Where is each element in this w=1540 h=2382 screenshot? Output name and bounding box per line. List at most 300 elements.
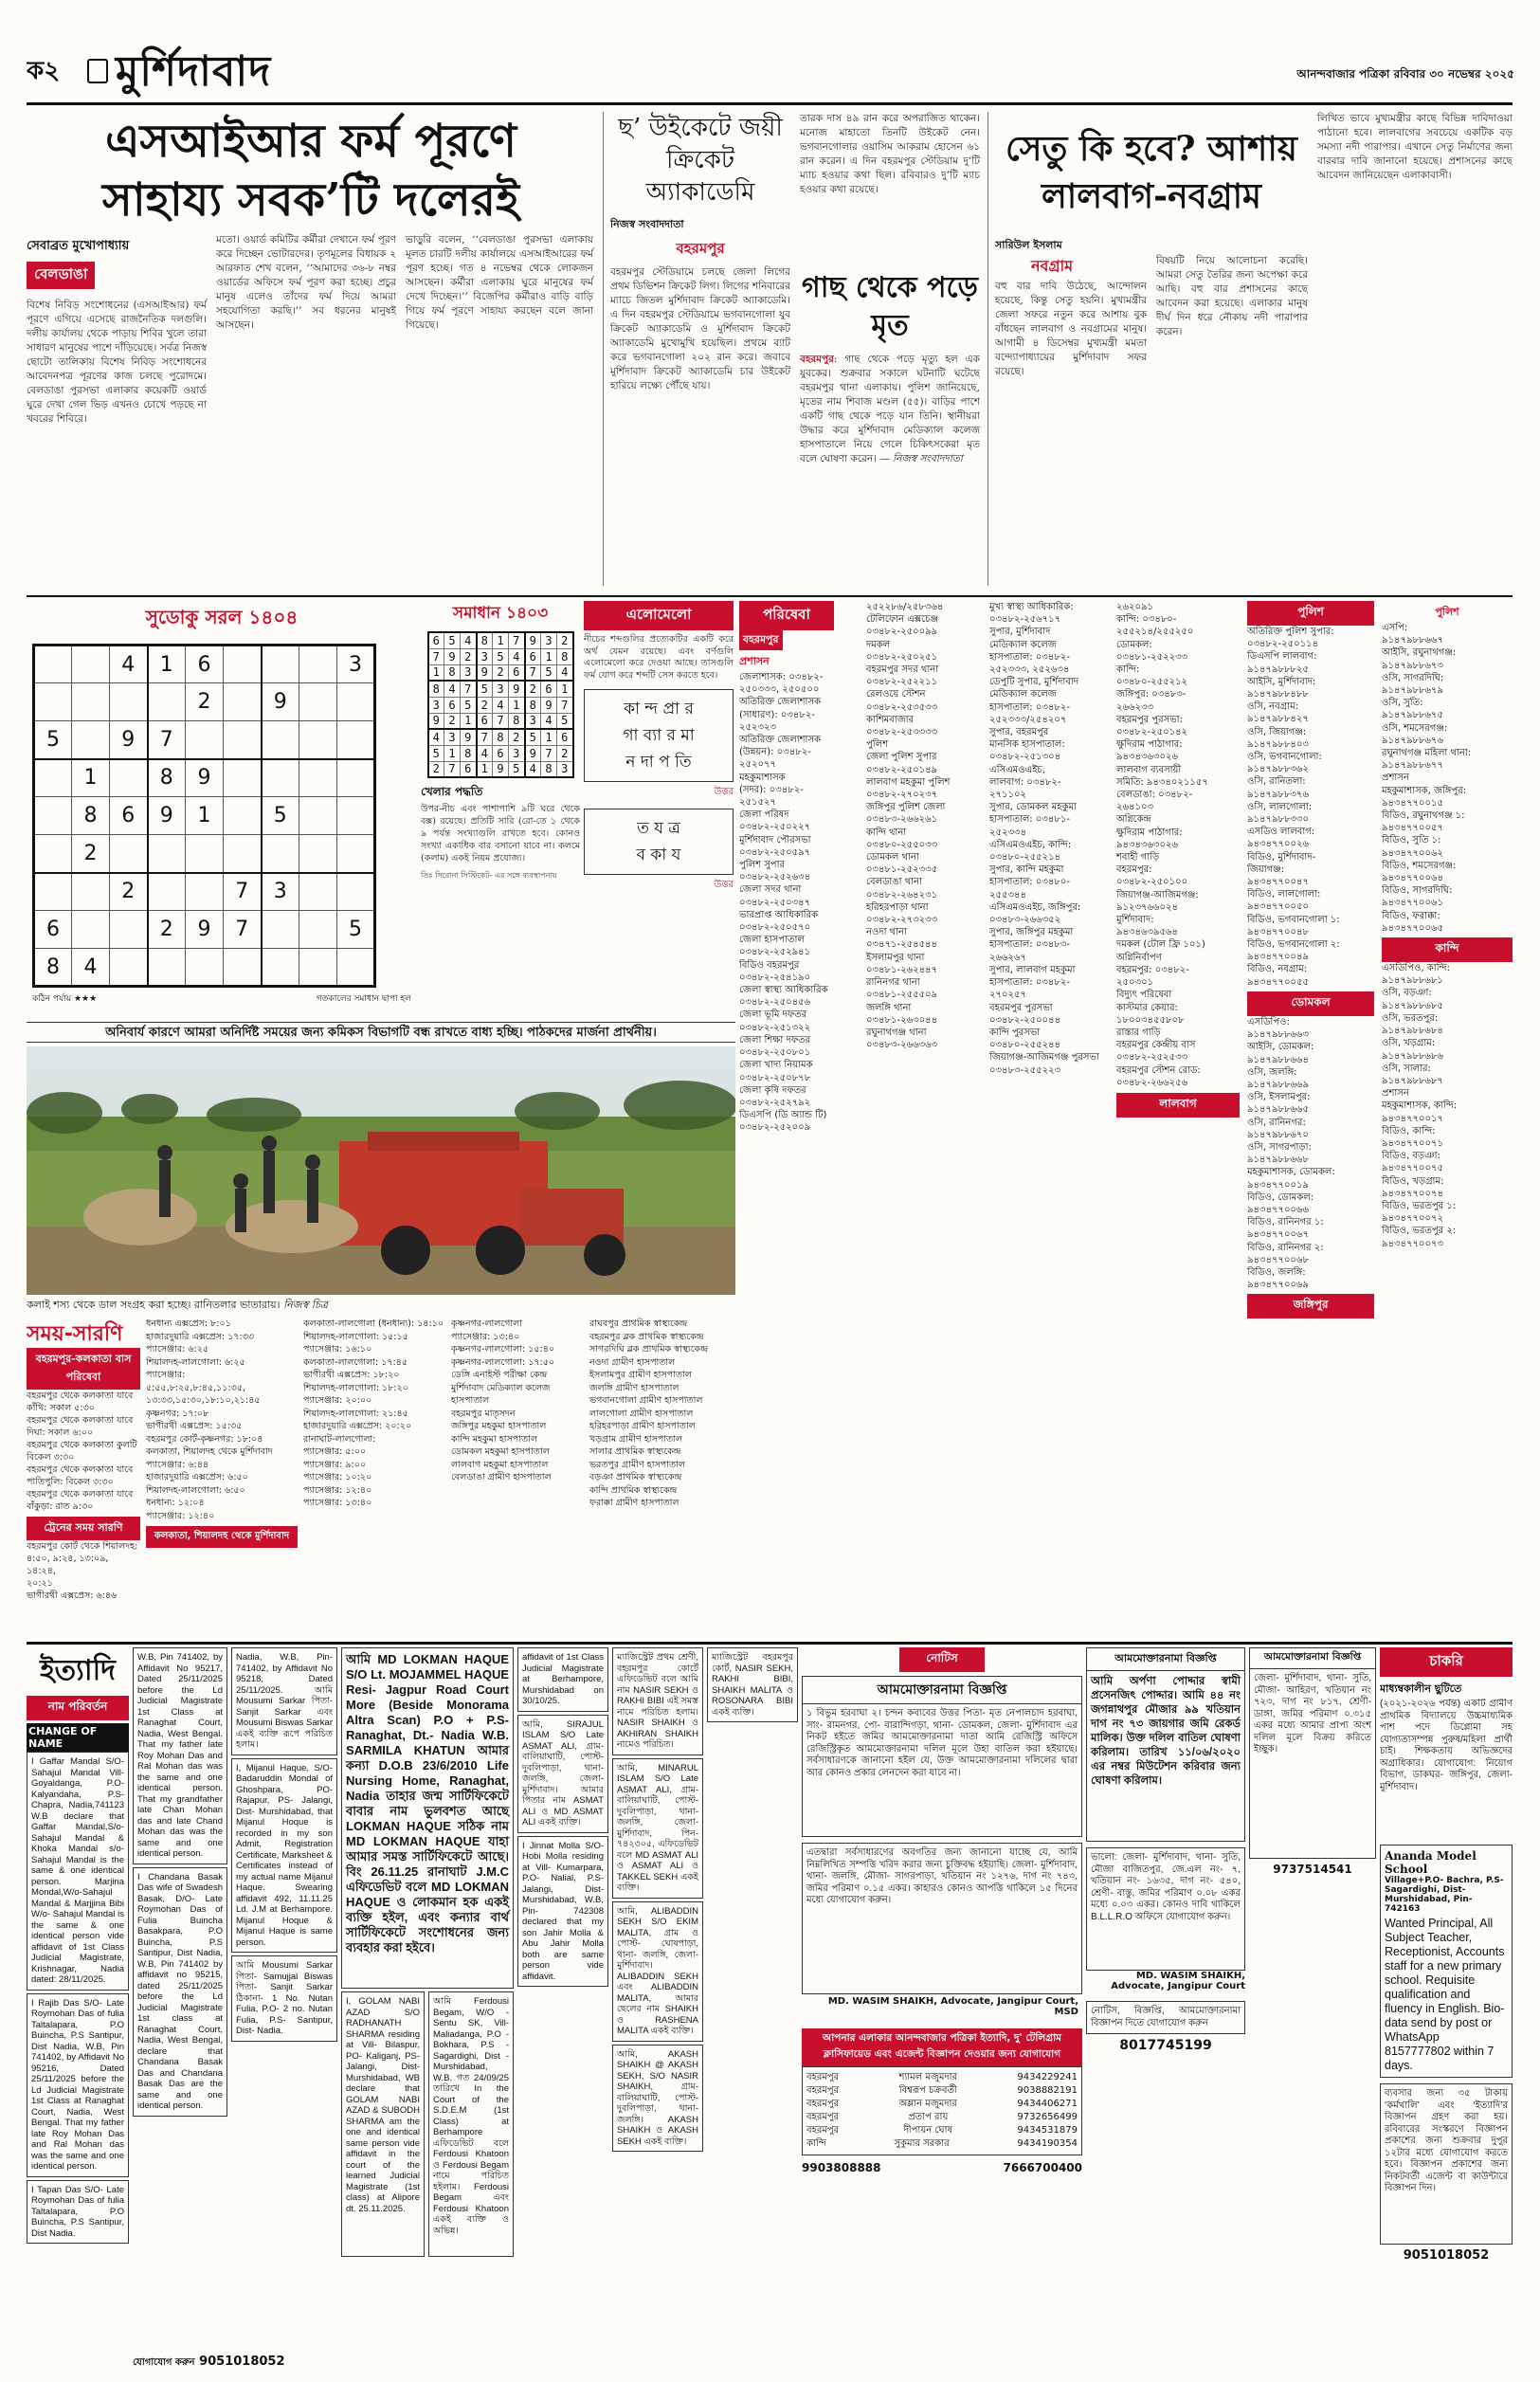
service-line: ক্ষুদিরাম পাঠাগার:	[1116, 827, 1183, 838]
service-line: ০৩৪৮২-২৫০৫৭০	[739, 922, 811, 934]
timetable-title: সময়-সারণি	[27, 1322, 123, 1346]
solution-title: সমাধান ১৪০৩	[452, 604, 549, 623]
service-line: প্যাসেঞ্জার: ১০:২০	[303, 1472, 372, 1482]
service-line: প্যাসেঞ্জার: ২০:০০	[303, 1395, 372, 1406]
service-line: ৯৪৩৪৭৭০০৬১	[1382, 898, 1443, 909]
service-line: (উন্নয়ন): ০৩৪৮২-	[739, 747, 811, 758]
service-line: মুর্শিদাবাদ মেডিক্যাল কলেজ হাসপাতাল	[451, 1382, 551, 1406]
service-line: ০৩৪৮১-২৬২৪৪৭	[866, 964, 938, 975]
service-line: ওসি, বড়ঞা:	[1382, 988, 1432, 999]
service-line: কাশিমবাজার	[866, 714, 915, 725]
sudoku-credit: গতকালের সমাধান ছাপা হল	[316, 994, 411, 1004]
service-line: বিডিও, রঘুনাথগঞ্জ ১:	[1382, 810, 1465, 822]
service-line: হাজারদুয়ারি এক্সপ্রেস: ৬:৫০	[146, 1472, 248, 1482]
classified-rule	[27, 1642, 1513, 1645]
ad-tapan: I Tapan Das S/O- Late Roymohan Das of fulia Taltalapara, P.O Buincha, P.S Santipur, Dist Nadia.	[27, 2180, 129, 2245]
grid-cell: 1	[509, 697, 525, 713]
jumble-section	[584, 601, 734, 1018]
grid-row	[34, 949, 375, 987]
service-line: ৯৪৩৪৬৩৯৫৬৪	[1116, 927, 1178, 938]
service-line: ওসি, রানিনগর:	[1247, 1117, 1306, 1128]
grid-cell	[110, 949, 148, 987]
service-line: লালবাগ ব্যবসায়ী	[1116, 764, 1182, 775]
notice-title: আমমোক্তারনামা বিজ্ঞপ্তি	[802, 1676, 1082, 1704]
timetable-col3	[303, 1318, 445, 1510]
service-line: বিডিও, কান্দি:	[1382, 1125, 1436, 1136]
contact-area: বহরমপুর	[806, 2112, 840, 2122]
timetable-section	[27, 1318, 735, 1634]
service-line: ইসলামপুর থানা	[866, 952, 925, 963]
service-line: ২৫৫৩৪৪	[989, 889, 1026, 900]
advt-contact-head: আপনার এলাকার আনন্দবাজার পত্রিকা ইত্যাদি, দু' টেলিগ্রাম ক্লাসিফায়েড এবং এজেন্ট বিজ্ঞাপন দেওয়ার জন্য যোগাযোগ	[802, 2028, 1082, 2066]
service-line: কাস্টমার কেয়ার:	[1116, 1002, 1178, 1013]
service-line: জলঙ্গি গ্রামীণ হাসপাতাল	[589, 1382, 679, 1393]
service-line: বিডিও, মুর্শিদাবাদ-	[1247, 851, 1316, 863]
school-ad: Ananda Model School Village+P.O- Bachra, P.S- Sagardighi, Dist- Murshidabad, Pin- 742163 Wanted Principal, All Subject Teacher, Receptionist, Accounts staff for a new primary school. Requisite qualification and fluency in English. Bio-data send by post or WhatsApp 8157777802 within 7 days.	[1380, 1845, 1513, 2078]
service-line: ৯১৪৭৯৮৮৩৬২	[1247, 764, 1309, 775]
grid-cell	[299, 646, 337, 683]
service-line: ৯৪৩৪৭৭০০৫৫	[1247, 976, 1309, 988]
service-line: ২৫৫২১৪/২৫৫২৫০	[1116, 627, 1194, 638]
grid-cell	[186, 721, 224, 759]
service-line: ০৩৪৮২-২৫০২২৭	[739, 822, 811, 833]
service-line: প্যাসেঞ্জার: ৯:০০	[303, 1459, 367, 1470]
service-line: বহরমপুর ব্লক প্রাথমিক স্বাস্থ্যকেন্দ্র	[589, 1331, 704, 1342]
contact-phone[interactable]: 9038882191	[1017, 2085, 1078, 2096]
service-line: বিডিও, রানিনগর ১:	[1247, 1217, 1324, 1228]
service-line: ফরাক্কা গ্রামীণ হাসপাতাল	[589, 1498, 679, 1508]
grid-row	[34, 797, 375, 835]
service-line: ০৩৪৮২-২৫০১০০	[1116, 877, 1188, 888]
service-line: এসডিপিও, কান্দি:	[1382, 963, 1450, 974]
service-line: ৯১৪৭৯৮৮৬৬৩	[1247, 1029, 1309, 1041]
service-line: ভরতপুর গ্রামীণ হাসপাতাল	[589, 1459, 685, 1470]
service-line: ৪:৫০, ৯:২৪, ১৩:০৯, ১৪:২৪,	[27, 1554, 109, 1576]
service-line: মহকুমাশাসক	[739, 772, 786, 783]
service-line: ৯১৪৭৯৮৮৪৮৮	[1247, 689, 1309, 700]
contact-row	[806, 2124, 1078, 2137]
grid-cell: 9	[148, 797, 186, 835]
service-line: মুর্শিদাবাদ:	[1116, 915, 1154, 926]
service-line: ওসি, ভরতপুর:	[1382, 1012, 1439, 1024]
grid-cell: 4	[557, 664, 573, 681]
service-line: প্যাসেঞ্জার: ১২:৪০	[146, 1510, 215, 1521]
service-line: কলকাতা, শিয়ালদহ থেকে মুর্শিদাবাদ	[146, 1446, 273, 1457]
grid-cell: 6	[110, 797, 148, 835]
section-rule	[27, 595, 1513, 597]
grid-cell: 9	[525, 745, 541, 761]
service-line: ২৫১৫২৭	[739, 797, 776, 809]
service-line: শিয়ালদহ-লালগোলা: ১৮:২০	[303, 1382, 408, 1393]
service-line: ৯৪৩৪৭৭০০৭৪	[1382, 1188, 1443, 1199]
grid-cell	[224, 646, 262, 683]
service-line: রাস্তার গাড়ি	[1116, 1027, 1161, 1038]
grid-cell: 2	[557, 632, 573, 648]
service-line: সালার প্রাথমিক স্বাস্থ্যকেন্দ্র	[589, 1446, 681, 1457]
service-line: রঘুনাথগঞ্জ মহিলা থানা:	[1382, 748, 1472, 759]
masthead	[27, 38, 1514, 104]
service-line: সুপার, লালবাগ মহকুমা	[989, 964, 1076, 975]
story2-dateline: বহরমপুর	[676, 240, 725, 257]
service-line: অতিরিক্ত জেলাশাসক	[739, 697, 822, 708]
service-line: রঘুনাথগঞ্জ থানা	[866, 1027, 927, 1038]
solution-credit: তিঃ সিরোনা সিস্টিকেট- এর সঙ্গে ব্যবস্থাপনায়	[421, 871, 557, 880]
service-line: ০৩৪৮২-২৫২৭৯২	[739, 1097, 811, 1108]
hotline-footer: যোগাযোগ করুন 9051018052	[133, 2355, 285, 2369]
grid-cell: 4	[477, 745, 493, 761]
service-line: বহরমপুর থেকে কলকাতা যাবে	[27, 1391, 134, 1401]
service-line: ০৩৪৮২-২৫০৪৫৬	[739, 997, 811, 1009]
grid-row	[34, 646, 375, 683]
grid-cell: 6	[541, 681, 557, 697]
story4-col3: লিখিত ভাবে মুখ্যমন্ত্রীর কাছে বিভিন্ন দাবিদাওয়া পাঠানো হবে। লালবাগের সবচেয়ে একটিক বড় সমস্যা নদী পারাপার। এখানে সেতু নির্মাণের জন্য বারবার দাবি জানানো হয়েছে। প্রশাসনের কাছে আবেদন জানিয়েছেন এলাকাবাসী।	[1317, 113, 1513, 181]
contact-phone[interactable]: 9732656499	[1017, 2112, 1078, 2122]
service-line: বহরমপুর কেন্দ্রীয় বাস	[1116, 1040, 1196, 1051]
service-line: ইসলামপুর গ্রামীণ হাসপাতাল	[589, 1370, 692, 1380]
farm-photo-image	[27, 1046, 735, 1295]
grid-row	[428, 761, 573, 777]
grid-cell: 6	[493, 745, 509, 761]
service-line: বিদ্যুৎ পরিষেবা	[1116, 990, 1172, 1001]
grid-cell: 3	[557, 761, 573, 777]
police-section	[1247, 601, 1513, 1634]
timetable-col2: ধনধান্য এক্সপ্রেস: ৮:০১ হাজারদুয়ারি এক্সপ্রেস: ১৭:৩৩ প্যাসেঞ্জার: ৬:২৫ শিয়ালদহ-লালগোলা: ৬:২৫ প্যাসেঞ্জার: ৫:৫৫,৮:২৫,৮:৪৫,১১:৩৫, ১৩:৩৩,১৫:৩০,১৮:১০,২১:৪৫ কৃষ্ণনগর: ১৭:০৮ ভাগীরথী এক্সপ্রেস: ১৫:৩৫ বহরমপুর কোর্ট-কৃষ্ণনগর: ১৮:০৪ কলকাতা, শিয়ালদহ থেকে মুর্শিদাবাদ প্যাসেঞ্জার: ৬:৪৪ হাজারদুয়ারি এক্সপ্রেস: ৬:৫০ শিয়ালদহ-লালগোলা: ৬:৫০ ধনধান্য: ১২:০৪ প্যাসেঞ্জার: ১২:৪০ কলকাতা, শিয়ালদহ থেকে মুর্শিদাবাদ	[146, 1318, 298, 1548]
contact-phone[interactable]: 9434406271	[1017, 2099, 1078, 2109]
service-line: ০৩৪৮২-২৫২২১১	[866, 677, 938, 688]
contact-row	[806, 2137, 1078, 2151]
grid-cell	[110, 911, 148, 949]
grid-cell: 2	[148, 911, 186, 949]
service-line: ৫:৫৫,৮:২৫,৮:৪৫,১১:৩৫,	[146, 1382, 246, 1393]
service-line: ৯১৪৭৯৮৮৬৭৬	[1382, 735, 1443, 746]
service-line: প্রশাসন	[1382, 1088, 1409, 1100]
grid-cell: 7	[493, 713, 509, 729]
grid-cell: 6	[557, 729, 573, 745]
service-line: সুপার, ডোমকল মহকুমা	[989, 802, 1077, 813]
service-line: মানসিক হাসপাতাল:	[989, 739, 1065, 751]
grid-cell: 4	[493, 697, 509, 713]
grid-cell	[34, 683, 72, 721]
service-line: ০৩৪৮০-২৫৫২১৪	[989, 852, 1061, 864]
service-line: ডোমকল থানা	[866, 852, 919, 864]
grid-cell: 8	[525, 697, 541, 713]
grid-cell	[224, 835, 262, 873]
service-line: ৯৪৩৪৭৭০০৬২	[1382, 847, 1443, 859]
service-line: মহকুমাশাসক, কান্দি:	[1382, 1100, 1458, 1112]
grid-cell: 9	[509, 681, 525, 697]
service-line: সমিতি: ৯৪৩৪০২১১৫৭	[1116, 776, 1208, 788]
grid-cell	[110, 683, 148, 721]
sudoku-section	[27, 601, 417, 1018]
service-line: বাঁকুড়া: রাত ৯:৩০	[27, 1501, 94, 1512]
service-line: ৯১৪৭৯৮৮৬৭৫	[1382, 710, 1443, 721]
timetable-col4	[451, 1318, 584, 1484]
service-line: রানাঘাট-লালগোলা:	[303, 1433, 376, 1445]
service-line: ৯৪৩৪৭৭০০১৭	[1382, 1113, 1443, 1124]
contact-name: অম্লান মজুমদার	[898, 2099, 957, 2109]
grid-row	[428, 697, 573, 713]
service-line: ২৫০৩০১	[1116, 977, 1153, 989]
service-line: ৯৪৩৪৭৭০০১৫	[1382, 797, 1443, 809]
service-line: লালবাগ: ০৩৪৮২-	[989, 776, 1061, 788]
service-line: ২৬৬২৩৩	[1116, 701, 1154, 713]
service-line: সুপার, মুর্শিদাবাদ	[989, 627, 1051, 638]
comics-notice: অনিবার্য কারণে আমরা অনির্দিষ্ট সময়ের জন্য কমিকস বিভাগটি বন্ধ রাখতে বাধ্য হচ্ছি। পাঠকদের মার্জনা প্রার্থনীয়।	[27, 1022, 735, 1043]
grid-cell: 9	[262, 683, 299, 721]
difficulty-label: কঠিন পর্যায় ★★★	[32, 994, 98, 1004]
grid-cell	[262, 949, 299, 987]
grid-row	[34, 683, 375, 721]
service-line: বহরমপুর পুরসভা:	[1116, 714, 1183, 725]
story1-headline: এসআইআর ফর্ম পূরণে সাহায্য সবক’টি দলেরই	[102, 115, 519, 227]
service-line: ১৩:৩৩,১৫:৩০,১৮:১০,২১:৪৫	[146, 1395, 261, 1406]
service-line: বিডিও, ভরতপুর ২:	[1382, 1226, 1457, 1237]
grid-cell	[224, 683, 262, 721]
service-line: ০৩৪৮২-২৫১৩২২	[739, 1022, 811, 1033]
service-line: প্যাসেঞ্জার: ৬:২৫	[146, 1344, 209, 1355]
grid-cell	[110, 835, 148, 873]
jumble-title: এলোমেলো	[584, 601, 734, 630]
grid-cell	[34, 759, 72, 797]
service-line: ৯৪৩৪৭৭০০৪৮	[1247, 926, 1309, 937]
grid-row	[34, 911, 375, 949]
grid-cell: 8	[148, 759, 186, 797]
service-line: ৯১২৩৭৬৬০২৪	[1116, 901, 1178, 913]
service-line: ০৩৪৮২-২৬৪২৩১	[866, 889, 938, 900]
service-line: দমকল	[866, 639, 891, 650]
service-line: ৯৪৩৪৭৭০০৫০	[1247, 901, 1309, 913]
service-line: বিডিও, ভগবানগোলা ২:	[1247, 939, 1340, 951]
grid-cell	[299, 721, 337, 759]
service-line: ০৩৪৮২-২৫৬৭১৭	[989, 614, 1061, 626]
grid-cell	[72, 873, 110, 911]
service-line: ক্ষুদিরাম পাঠাগার:	[1116, 739, 1183, 751]
story4-col1: নবগ্রাম বহু বার দাবি উঠেছে, আন্দোলন হয়েছে, কিন্তু সেতু হয়নি। মুখ্যমন্ত্রীর জেলা সফরে নতুন করে আশায় বুক বাঁধছেন লালবাগ ও নবগ্রামের মানুষ। আগামী ৪ ডিসেম্বর মুখ্যমন্ত্রী মমতা বন্দ্যোপাধ্যায়ের মুর্শিদাবাদ সফর রয়েছে।	[995, 257, 1147, 377]
service-line: বেলডাঙা: ০৩৪৮২-	[1116, 790, 1193, 801]
jobs-title: চাকরি	[1380, 1647, 1513, 1677]
service-line: পুলিশ সুপার	[739, 860, 785, 871]
grid-cell	[299, 911, 337, 949]
service-line: ২৫২৩৩৩, ২৫২৬৩৪	[989, 664, 1070, 676]
service-line: ৯১৪৭৯৮৮৬৬৯	[1247, 1079, 1309, 1090]
grid-cell: 1	[148, 646, 186, 683]
grid-cell: 8	[477, 632, 493, 648]
page-number: ক২	[27, 57, 61, 85]
service-line: হরিহরপাড়া গ্রামীণ হাসপাতাল	[589, 1421, 696, 1431]
story3-headline: গাছ থেকে পড়ে মৃত	[802, 271, 978, 342]
service-line: সাগরদিঘি ব্লক প্রাথমিক স্বাস্থ্যকেন্দ্র	[589, 1344, 708, 1355]
contact-row	[806, 2071, 1078, 2084]
contact-row	[806, 2098, 1078, 2111]
service-line: প্যাসেঞ্জার: ৬:৪৪	[146, 1459, 209, 1470]
service-line: জেলা পুলিশ সুপার	[866, 752, 937, 763]
story1-byline: সেবাব্রত মুখোপাধ্যায়	[27, 239, 130, 253]
service-line: নওদা থানা	[866, 927, 907, 938]
grid-cell	[34, 797, 72, 835]
jumble-intro: নীচের শব্দগুলির প্রত্যেকটির একটি করে অর্থ যেমন রয়েছে। এবং বর্ণগুলি এলোমেলো করে দেওয়া আছে। তাসগুলি ফর্ম যোগ করে শব্দটি সেস করতে হবে।	[584, 634, 734, 681]
service-line: মুর্শিদাবাদ পৌরসভা	[739, 834, 811, 846]
grid-cell: 6	[428, 632, 444, 648]
grid-cell	[148, 835, 186, 873]
story1-col2: মতো। ওয়ার্ড কমিটির কর্মীরা দেখানে ফর্ম পূরণ করে দিচ্ছেন ভোটারদের। তৃণমূলের বিধায়ক ২ আরফাত শেখ বলেন, ‘‘আমাদের ৩৬-৮ নম্বর ওয়ার্ডের অফিসে ফর্ম পূরণ করা হচ্ছে। প্রচুর মানুষ এলেও তাঁদের ফর্ম দিয়ে আমরা সহযোগিতা করছি।’’ সব ধরনের মানুষই আসছেন।	[216, 234, 396, 331]
grid-cell	[224, 759, 262, 797]
service-line: ধনধান্য এক্সপ্রেস: ৮:০১	[146, 1318, 231, 1329]
grid-cell: 3	[541, 632, 557, 648]
photo-caption: কলাই শস্য থেকে ডাল সংগ্রহ করা হচ্ছে। রানিতলার ভাতারায়। নিজস্ব চিত্র	[27, 1299, 328, 1311]
story4-col2: বিষয়টি নিয়ে আলোচনা করেছি। আমরা সেতু তৈরির জন্য অপেক্ষা করে আছি। বহু বার প্রশাসনের কাছে আবেদন করা হয়েছে। এলাকার মানুষ দীর্ঘ দিন ধরে নৌকায় নদী পারাপার করেন।	[1156, 255, 1308, 337]
contact-name: প্রতাপ রায়	[908, 2112, 949, 2122]
grid-row	[34, 721, 375, 759]
service-line: বহরমপুর মাতৃসদন	[451, 1408, 516, 1419]
grid-cell: 7	[509, 632, 525, 648]
jumble-answer-1: উত্তর	[714, 787, 734, 797]
service-line: অতিরিক্ত পুলিশ সুপার:	[1247, 627, 1334, 637]
service-line: ০৩৪৮২-২৬৬২৫৬	[1116, 1077, 1188, 1088]
grid-cell: 1	[493, 632, 509, 648]
service-line: ৯১৪৭৯৮৮৬৭৩	[1382, 660, 1443, 671]
service-line: লালবাগ মহকুমা হাসপাতাল	[451, 1459, 549, 1470]
notice-tag: নোটিস	[899, 1647, 985, 1672]
services-col3	[989, 601, 1111, 1077]
grid-cell: 3	[461, 664, 477, 681]
grid-cell: 4	[461, 632, 477, 648]
grid-cell: 4	[444, 681, 461, 697]
grid-cell: 5	[337, 911, 375, 949]
grid-cell: 5	[262, 797, 299, 835]
service-line: ৯১৪৭৯৮৮৩৩০	[1247, 814, 1309, 826]
grid-cell: 2	[509, 729, 525, 745]
grid-cell: 4	[72, 949, 110, 987]
grid-cell: 7	[461, 681, 477, 697]
grid-cell: 7	[428, 648, 444, 664]
solution-section	[421, 601, 580, 1018]
grid-row	[428, 745, 573, 761]
service-line: বিডিও, সাগরদিঘি:	[1382, 885, 1453, 897]
service-line: ডেপুটি সুপার, মুর্শিদাবাদ	[989, 677, 1079, 688]
service-line: ৯৪৩৪৭৭০০৫৭	[1382, 823, 1443, 834]
service-line: ভারপ্রাপ্ত আধিকারিক	[739, 909, 818, 920]
ad-lokman: আমি MD LOKMAN HAQUE S/O Lt. MOJAMMEL HAQUE Resi- Jagpur Road Court More (Beside Monorama Altra Scan) P.O + P.S- Ranaghat, Dt.- Nadia W.B. SARMILA KHATUN আমার কন্যা D.O.B 23/6/2010 Life Nursing Home, Ranaghat, Nadia তাহার জন্ম সার্টিফিকেটে বাবার নাম ভুলবশত আছে LOKMAN HAQUE সঠিক নাম MD LOKMAN HAQUE যাহা আমার সমস্ত সার্টিফিকেটে আছে। বিং 26.11.25 রানাঘাট J.M.C এফিডেভিট বলে MD LOKMAN HAQUE ও লোকমান হক একই ব্যক্তি হইল, এবং কন্যার বার্থ সার্টিফিকেটে সংশোধনের জন্য ব্যবহার করা হইবে।	[341, 1647, 514, 1989]
phone-5[interactable]: 8017745199	[1119, 2038, 1212, 2053]
grid-cell: 7	[557, 697, 573, 713]
service-line: হাসপাতাল: ০৩৪৮২-	[989, 651, 1070, 663]
service-line: বহরমপুর কোর্ট-কৃষ্ণনগর: ১৮:০৪	[146, 1433, 263, 1445]
hotline-phone-3[interactable]: 7666700400	[1003, 2161, 1082, 2174]
service-line: ০৩৪৮২-২৫০০৯৯	[866, 627, 938, 638]
grid-cell: 2	[493, 664, 509, 681]
service-line: ওসি, সাগরদিঘি:	[1382, 672, 1444, 683]
name-change-head: নাম পরিবর্তন	[27, 1696, 129, 1720]
grid-cell	[262, 759, 299, 797]
sudoku-title: সুডোকু সরল ১৪০৪	[145, 606, 299, 628]
logo-mark	[87, 59, 108, 83]
grid-cell: 6	[34, 911, 72, 949]
service-line: ০৩৪৮২-২৫০১৪৯	[866, 764, 938, 775]
grid-cell: 9	[477, 664, 493, 681]
service-line: ৯১৪৭৯৮৮৬৮১	[1382, 975, 1443, 987]
grid-cell: 8	[428, 681, 444, 697]
service-line: ৯৪৩৪৩৬৩০২৬	[1116, 752, 1178, 763]
service-line: কান্দি মহকুমা হাসপাতাল	[451, 1433, 537, 1445]
grid-cell: 2	[525, 681, 541, 697]
service-line: রেলওয়ে স্টেশন	[866, 689, 926, 700]
service-line: কান্দি:	[1116, 664, 1140, 676]
service-line: বিডিও, জলঙ্গি:	[1247, 1266, 1306, 1278]
service-line: বিডিও, ডোমকল:	[1247, 1191, 1314, 1203]
service-line: ০৩৪৮১-২৬৩০৪৪	[866, 1014, 938, 1026]
service-line: ৯৪৩৪৭৭০০৭৫	[1382, 1163, 1443, 1174]
grid-cell: 9	[428, 713, 444, 729]
story1-dateline: বেলডাঙা	[27, 262, 95, 289]
story-cricket	[610, 112, 790, 591]
service-line: ৯১৪৭৯৮৮৬৭০	[1247, 1129, 1309, 1140]
contact-phone[interactable]: 9434190354	[1017, 2138, 1078, 2149]
job-phone[interactable]: 9051018052	[1403, 2248, 1490, 2263]
notices-block: নোটিস আমমোক্তারনামা বিজ্ঞপ্তি ১ বিভুম হরবাঘা ২। চন্দন কবাবের উত্তর পিতা- মৃত নেপালচাদ হরবাঘা, সাং- রামনগর, পো- বারান্দিগড়া, থানা- ডোমকল, জেলা- মুর্শিদাবাদ এর নিকট হইতে জমির আমমোক্তারনামা দাতা আমি রেজিস্ট্রি অফিসে রেজিস্ট্রিকৃত আমমোক্তারনামা দলিল মূলে উহা বাতিল করা হইয়াছে। সর্বসাধারণকে জানানো হইল যে, উক্ত আমমোক্তারনামা দলিলের দ্বারা আর কোনও প্রকার লেনদেন করা যাবে না। এতদ্বারা সর্বসাধারণের অবগতির জন্য জানানো যাচ্ছে যে, আমি নিম্নলিখিত সম্পত্তি খরিদ করার জন্য চুক্তিবদ্ধ হইয়াছি। জেলা- মুর্শিদাবাদ, থানা- জলঙ্গি, মৌজা- সাগরপাড়া, খতিয়ান নং ১২৭৬, দাগ নং ৭৪৩, জমির পরিমাণ ০.১৫ একর। কাহারও কোনও আপত্তি থাকিলে ১৫ দিনের মধ্যে যোগাযোগ করুন। MD. WASIM SHAIKH, Advocate, Jangipur Court, MSD আপনার এলাকার আনন্দবাজার পত্রিকা ইত্যাদি, দু' টেলিগ্রাম ক্লাসিফায়েড এবং এজেন্ট বিজ্ঞাপন দেওয়ার জন্য যোগাযোগ বহরমপুর শ্যামল মজুমদার 9434229241 বহরমপুর বিশ্বরূপ চক্রবর্তী 9038882191 বহরমপুর অম্লান মজুমদার 9434406271 বহরমপুর প্রতাপ রায় 9732656499 বহরমপুর দীপায়ন ঘোষ 9434531879 কান্দি সুকুমার সরকার 9434190354 9903808888 7666700400	[802, 1647, 1082, 2377]
masthead-rule	[27, 102, 1513, 105]
service-line: টেলিফোন এক্সচেঞ্জ	[866, 614, 939, 626]
service-line: আইসি, মুর্শিদাবাদ:	[1247, 676, 1316, 687]
service-line: লালগোলা গ্রামীণ হাসপাতাল	[589, 1408, 694, 1419]
grid-row	[428, 713, 573, 729]
service-line: বিডিও, রানিনগর ২:	[1247, 1242, 1324, 1253]
grid-cell: 8	[541, 761, 557, 777]
service-line: জিয়াগঞ্জ-আজিমগঞ্জ:	[1116, 889, 1199, 900]
service-line: হাজারদুয়ারি এক্সপ্রেস: ২০:২০	[303, 1421, 412, 1431]
service-line: প্যাসেঞ্জার: ১২:৪০	[303, 1484, 372, 1496]
classifieds-col4: আমি MD LOKMAN HAQUE S/O Lt. MOJAMMEL HAQUE Resi- Jagpur Road Court More (Beside Monorama Altra Scan) P.O + P.S- Ranaghat, Dt.- Nadia W.B. SARMILA KHATUN আমার কন্যা D.O.B 23/6/2010 Life Nursing Home, Ranaghat, Nadia তাহার জন্ম সার্টিফিকেটে বাবার নাম ভুলবশত আছে LOKMAN HAQUE সঠিক নাম MD LOKMAN HAQUE যাহা আমার সমস্ত সার্টিফিকেটে আছে। বিং 26.11.25 রানাঘাট J.M.C এফিডেভিট বলে MD LOKMAN HAQUE ও লোকমান হক একই ব্যক্তি হইল, এবং কন্যার বার্থ সার্টিফিকেটে সংশোধনের জন্য ব্যবহার করা হইবে। I, GOLAM NABI AZAD S/O RADHANATH SHARMA residing at Vill- Bilaspur, PO- Kaliganj, PS- Jalangi, Dist- Murshidabad, WB declare that GOLAM NABI AZAD & SUBODH SHARMA am the one and identical same person vide affidavit in the court of the learned Judicial Magistrate (1st class) at Alipore dt. 25.11.2025. আমি Ferdousi Begam, W/O - Sentu SK, Vill- Maliadanga, P.O - Bokhara, P.S - Sagardighi, Dist - Murshidabad, W.B. গত 24/09/25 তারিখে In the Court of the S.D.E.M (1st Class) at Berhampore এফিডেভিট বলে Ferdousi Khatoon ও Ferdousi Begam নামে পরিচিত হইলাম। Ferdousi Begam এবং Ferdousi Khatoon একই ব্যক্তি ও অভিন্ন।	[341, 1647, 514, 2377]
service-line: ৯৪৩৪৭৭০০৬৮	[1247, 1254, 1309, 1265]
grid-cell: 5	[541, 664, 557, 681]
hotline-phone-1[interactable]: 9051018052	[199, 2355, 285, 2369]
service-line: ২৫২২৮৬/২৫৮৩৬৪	[866, 602, 944, 612]
grid-cell	[72, 683, 110, 721]
grid-cell	[224, 949, 262, 987]
phone-6[interactable]: 9737514541	[1273, 1863, 1352, 1876]
service-line: ৯১৪৭৯৮৮৬৬৮	[1247, 1155, 1309, 1166]
contact-phone[interactable]: 9434531879	[1017, 2125, 1078, 2136]
grid-cell: 1	[186, 797, 224, 835]
service-line: জিয়াগঞ্জ:	[1247, 864, 1285, 875]
grid-cell: 4	[110, 646, 148, 683]
police-col2: পুলিশ এসপি: ৯১৪৭৯৮৮৬৬৭ আইসি, রঘুনাথগঞ্জ: ৯১৪৭৯৮৮৬৭৩ ওসি, সাগরদিঘি: ৯১৪৭৯৮৮৬৭৯ ওসি, সুতি: ৯১৪৭৯৮৮৬৭৫ ওসি, শমসেরগঞ্জ: ৯১৪৭৯৮৮৬৭৬ রঘুনাথগঞ্জ মহিলা থানা: ৯১৪৭৯৮৮৬৭৭ প্রশাসন মহকুমাশাসক, জঙ্গিপুর: ৯৪৩৪৭৭০০১৫ বিডিও, রঘুনাথগঞ্জ ১: ৯৪৩৪৭৭০০৫৭ বিডিও, সুতি ১: ৯৪৩৪৭৭০০৬২ বিডিও, শমসেরগঞ্জ: ৯৪৩৪৭৭০০৬৪ বিডিও, সাগরদিঘি: ৯৪৩৪৭৭০০৬১ বিডিও, ফরাক্কা: ৯৪৩৪৭৭০০৬৫ কান্দি এসডিপিও, কান্দি: ৯১৪৭৯৮৮৬৮১ ওসি, বড়ঞা: ৯১৪৭৯৮৮৬৮৫ ওসি, ভরতপুর: ৯১৪৭৯৮৮৬৮৪ ওসি, খড়গ্রাম: ৯১৪৭৯৮৮৬৮৬ ওসি, সালার: ৯১৪৭৯৮৮৬৮৭ প্রশাসন মহকুমাশাসক, কান্দি: ৯৪৩৪৭৭০০১৭ বিডিও, কান্দি: ৯৪৩৪৭৭০০৭১ বিডিও, বড়ঞা: ৯৪৩৪৭৭০০৭৫ বিডিও, খড়গ্রাম: ৯৪৩৪৭৭০০৭৪ বিডিও, ভরতপুর ১: ৯৪৩৪৭৭০০৭২ বিডিও, ভরতপুর ২: ৯৪৩৪৭৭০০৭৩	[1382, 601, 1513, 1250]
service-line: ৯৪৩৪৭৭০০৭৩	[1382, 1238, 1443, 1249]
service-line: ০৩৪৮২-২৫৩৫৩৩	[866, 701, 938, 713]
service-line: ২৭১১০২	[989, 790, 1026, 801]
contact-row	[806, 2084, 1078, 2098]
grid-cell	[337, 759, 375, 797]
service-line: জিয়াগঞ্জ-আজিমগঞ্জ পুরসভা	[989, 1052, 1099, 1064]
service-line: ৯৪৩৪৭৭০০৬৫	[1382, 922, 1443, 934]
contact-phone[interactable]: 9434229241	[1017, 2072, 1078, 2082]
grid-cell: 8	[72, 797, 110, 835]
service-line: মেডিক্যাল কলেজ	[989, 639, 1057, 650]
service-line: ০৩৪৮২-২৫৪১৯০	[739, 972, 811, 983]
grid-cell	[148, 873, 186, 911]
service-line: বহরমপুর থেকে কলকাতা কুলটি	[27, 1440, 137, 1450]
service-line: ভাগীরথী এক্সপ্রেস: ৬:৪৬	[27, 1591, 118, 1601]
grid-cell: 7	[525, 664, 541, 681]
grid-cell	[337, 721, 375, 759]
grid-cell	[148, 949, 186, 987]
advocate-1: MD. WASIM SHAIKH, Advocate, Jangipur Court, MSD	[827, 1996, 1078, 2017]
service-line: ভাগীরথী এক্সপ্রেস: ১৮:২০	[303, 1370, 400, 1380]
hotline-phone-2[interactable]: 9903808888	[802, 2161, 881, 2174]
service-line: ০৩৪৮২-২৫০২৫১	[866, 651, 938, 663]
service-line: কাঁথি: সকাল ৫:৩০	[27, 1403, 95, 1413]
grid-cell: 7	[444, 761, 461, 777]
service-line: কান্দি প্রাথমিক স্বাস্থ্যকেন্দ্র	[589, 1484, 678, 1496]
